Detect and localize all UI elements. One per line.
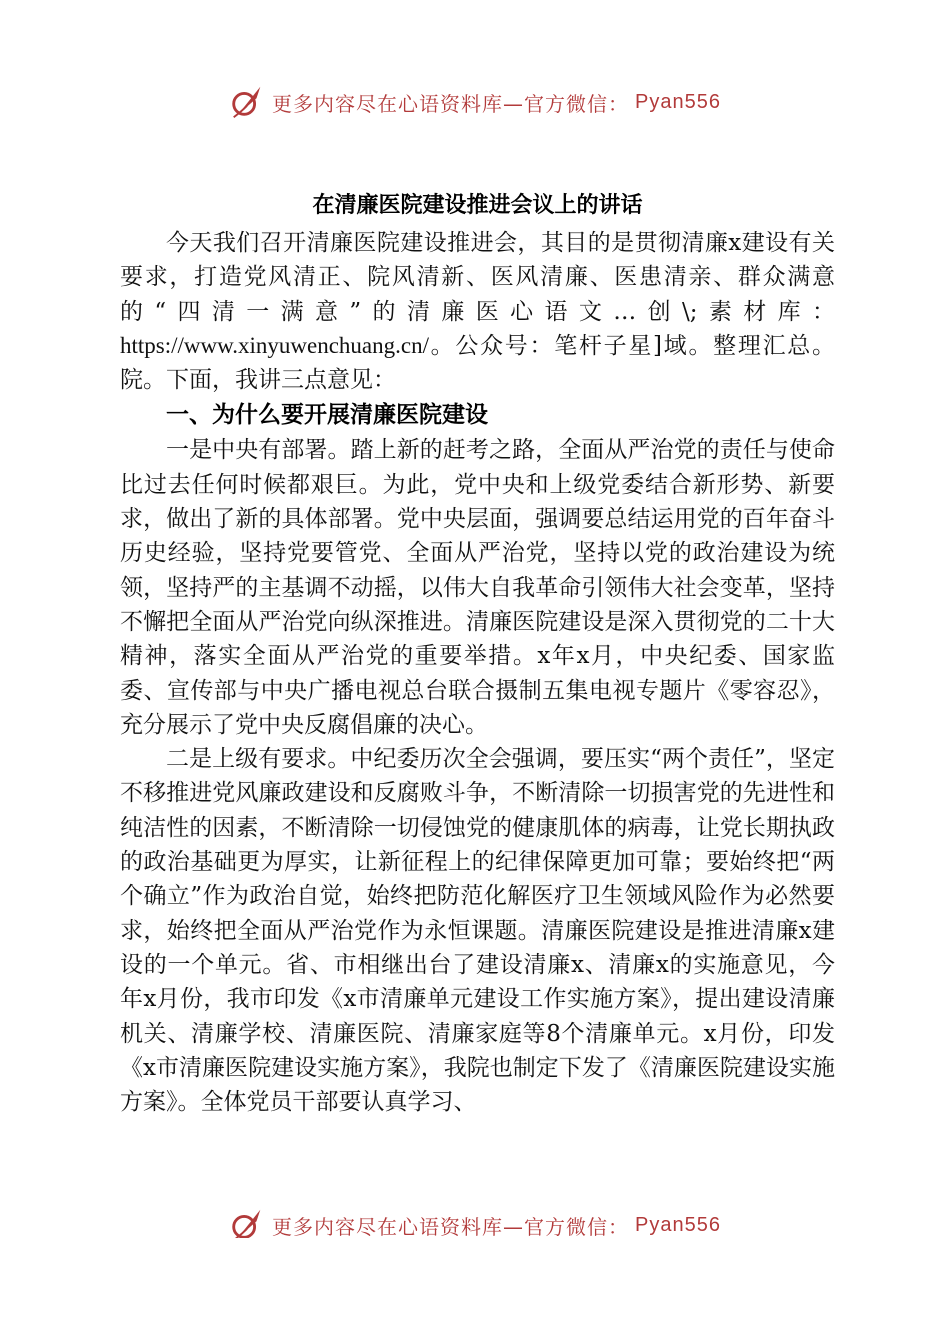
- source-url: https://www.xinyuwenchuang.cn/: [120, 332, 429, 358]
- watermark-id: Pyan556: [635, 90, 721, 113]
- quill-logo-icon: [228, 83, 266, 121]
- page-title: 在清廉医院建设推进会议上的讲话: [312, 193, 643, 218]
- watermark-banner-top: [228, 82, 721, 122]
- watermark-text: 更多内容尽在心语资料库—官方微信：: [272, 91, 629, 116]
- watermark-id: Pyan556: [635, 1213, 721, 1236]
- intro-text: 今天我们召开清廉医院建设推进会，其目的是贯彻清廉x建设有关要求，打造党风清正、院风清新、医风清廉、医患清亲、群众满意的“四清一满意”的清廉医心语文…创\;素材库：: [120, 230, 835, 325]
- section-heading: 一、为什么要开展清廉医院建设: [166, 402, 488, 429]
- intro-text-after: 。公众号：笔杆子星]域。整理汇总。院。下面，我讲三点意见：: [120, 332, 835, 394]
- paragraph-2: 二是上级有要求。中纪委历次全会强调，要压实“两个责任”，坚定不移推进党风廉政建设和反腐败斗争，不断清除一切损害党的先进性和纯洁性的因素，不断清除一切侵蚀党的健康肌体的病毒，让党长期执政的政治基础更为厚实，让新征程上的纪律保障更加可靠；要始终把“两个确立”作为政治自觉，始终把防范化解医疗卫生领域风险作为必然要求，始终把全面从严治党作为永恒课题。清廉医院建设是推进清廉x建设的一个单元。省、市相继出台了建设清廉x、清廉x的实施意见，今年x月份，我市印发《x市清廉单元建设工作实施方案》，提出建设清廉机关、清廉学校、清廉医院、清廉家庭等8个清廉单元。x月份，印发《x市清廉医院建设实施方案》，我院也制定下发了《清廉医院建设实施方案》。全体党员干部要认真学习、: [120, 746, 835, 1116]
- quill-logo-icon: [228, 1206, 266, 1238]
- paragraph-1: 一是中央有部署。踏上新的赶考之路，全面从严治党的责任与使命比过去任何时候都艰巨。为此，党中央和上级党委结合新形势、新要求，做出了新的具体部署。党中央层面，强调要总结运用党的百年奋斗历史经验，坚持党要管党、全面从严治党，坚持以党的政治建设为统领，坚持严的主基调不动摇，以伟大自我革命引领伟大社会变革，坚持不懈把全面从严治党向纵深推进。清廉医院建设是深入贯彻党的二十大精神，落实全面从严治党的重要举措。x年x月，中央纪委、国家监委、宣传部与中央广播电视总台联合摄制五集电视专题片《零容忍》，充分展示了党中央反腐倡廉的决心。: [120, 437, 835, 738]
- watermark-text: 更多内容尽在心语资料库—官方微信：: [272, 1214, 629, 1238]
- document-body: [120, 186, 835, 1119]
- watermark-banner-bottom: [228, 1204, 721, 1238]
- intro-paragraph: [120, 226, 835, 397]
